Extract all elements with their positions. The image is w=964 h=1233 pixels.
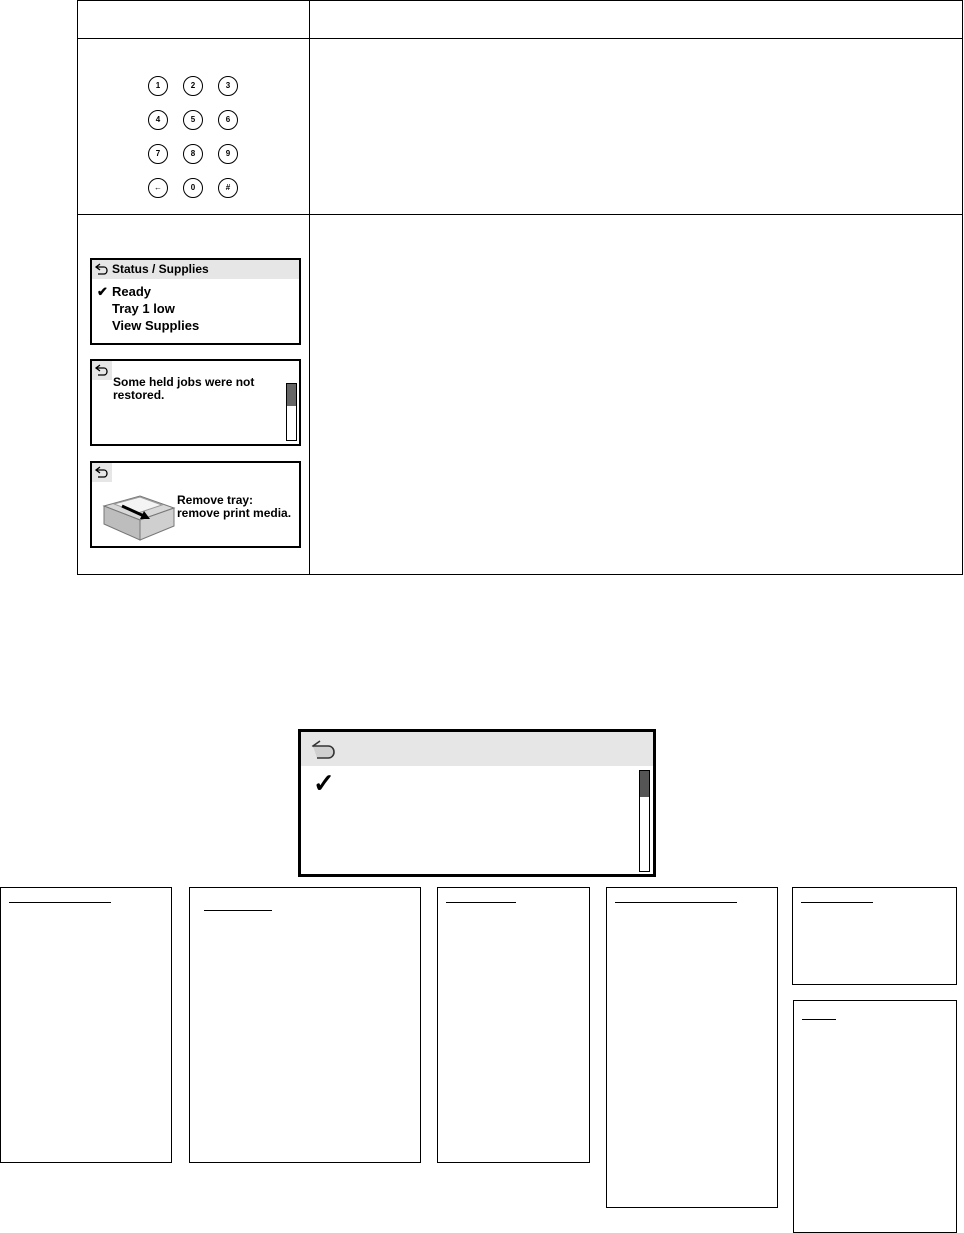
menu-item-tray-1-low[interactable]: Tray 1 low — [112, 301, 175, 316]
tray-illustration-icon — [100, 486, 176, 542]
back-icon[interactable] — [94, 363, 110, 377]
panel-title: Status / Supplies — [112, 262, 209, 276]
checkmark-icon: ✓ — [313, 768, 335, 798]
menu-item-view-supplies[interactable]: View Supplies — [112, 318, 200, 333]
scrollbar-thumb[interactable] — [640, 771, 649, 797]
numeric-keypad — [148, 76, 318, 206]
message-line-2: restored. — [113, 388, 165, 402]
reference-table — [77, 0, 963, 575]
scrollbar-thumb[interactable] — [287, 384, 296, 406]
callout-box-3 — [437, 887, 590, 1163]
checkmark-icon: ✔ — [97, 284, 108, 299]
callout-box-1 — [0, 887, 172, 1163]
back-icon[interactable] — [94, 262, 110, 276]
key-backspace[interactable]: ← — [148, 178, 168, 198]
callout-box-2 — [189, 887, 421, 1163]
heading-underline — [204, 910, 272, 911]
callout-box-4 — [606, 887, 778, 1208]
key-9[interactable]: 9 — [218, 144, 238, 164]
heading-underline — [801, 902, 873, 903]
status-supplies-panel — [90, 258, 301, 345]
heading-underline — [802, 1019, 836, 1020]
message-line-2: remove print media. — [177, 506, 292, 520]
display-title-bar — [301, 732, 653, 766]
message-line-1: Some held jobs were not — [113, 375, 255, 389]
heading-underline — [446, 902, 516, 903]
scrollbar[interactable] — [639, 770, 650, 872]
key-7[interactable]: 7 — [148, 144, 168, 164]
back-icon[interactable] — [309, 738, 339, 762]
back-icon[interactable] — [94, 465, 110, 479]
callout-box-6 — [793, 1000, 957, 1233]
heading-underline — [615, 902, 737, 903]
header-row-divider — [78, 38, 962, 39]
scrollbar[interactable] — [286, 383, 297, 441]
key-hash[interactable]: # — [218, 178, 238, 198]
menu-item-ready[interactable]: Ready — [112, 284, 152, 299]
display-screen — [298, 729, 656, 877]
callout-box-5 — [792, 887, 957, 985]
heading-underline — [9, 902, 111, 903]
remove-tray-panel — [90, 461, 301, 548]
message-line-1: Remove tray: — [177, 493, 254, 507]
row-divider — [78, 214, 962, 215]
held-jobs-panel — [90, 359, 301, 446]
key-6[interactable]: 6 — [218, 110, 238, 130]
key-2[interactable]: 2 — [183, 76, 203, 96]
key-0[interactable]: 0 — [183, 178, 203, 198]
key-5[interactable]: 5 — [183, 110, 203, 130]
key-1[interactable]: 1 — [148, 76, 168, 96]
key-8[interactable]: 8 — [183, 144, 203, 164]
key-4[interactable]: 4 — [148, 110, 168, 130]
key-3[interactable]: 3 — [218, 76, 238, 96]
